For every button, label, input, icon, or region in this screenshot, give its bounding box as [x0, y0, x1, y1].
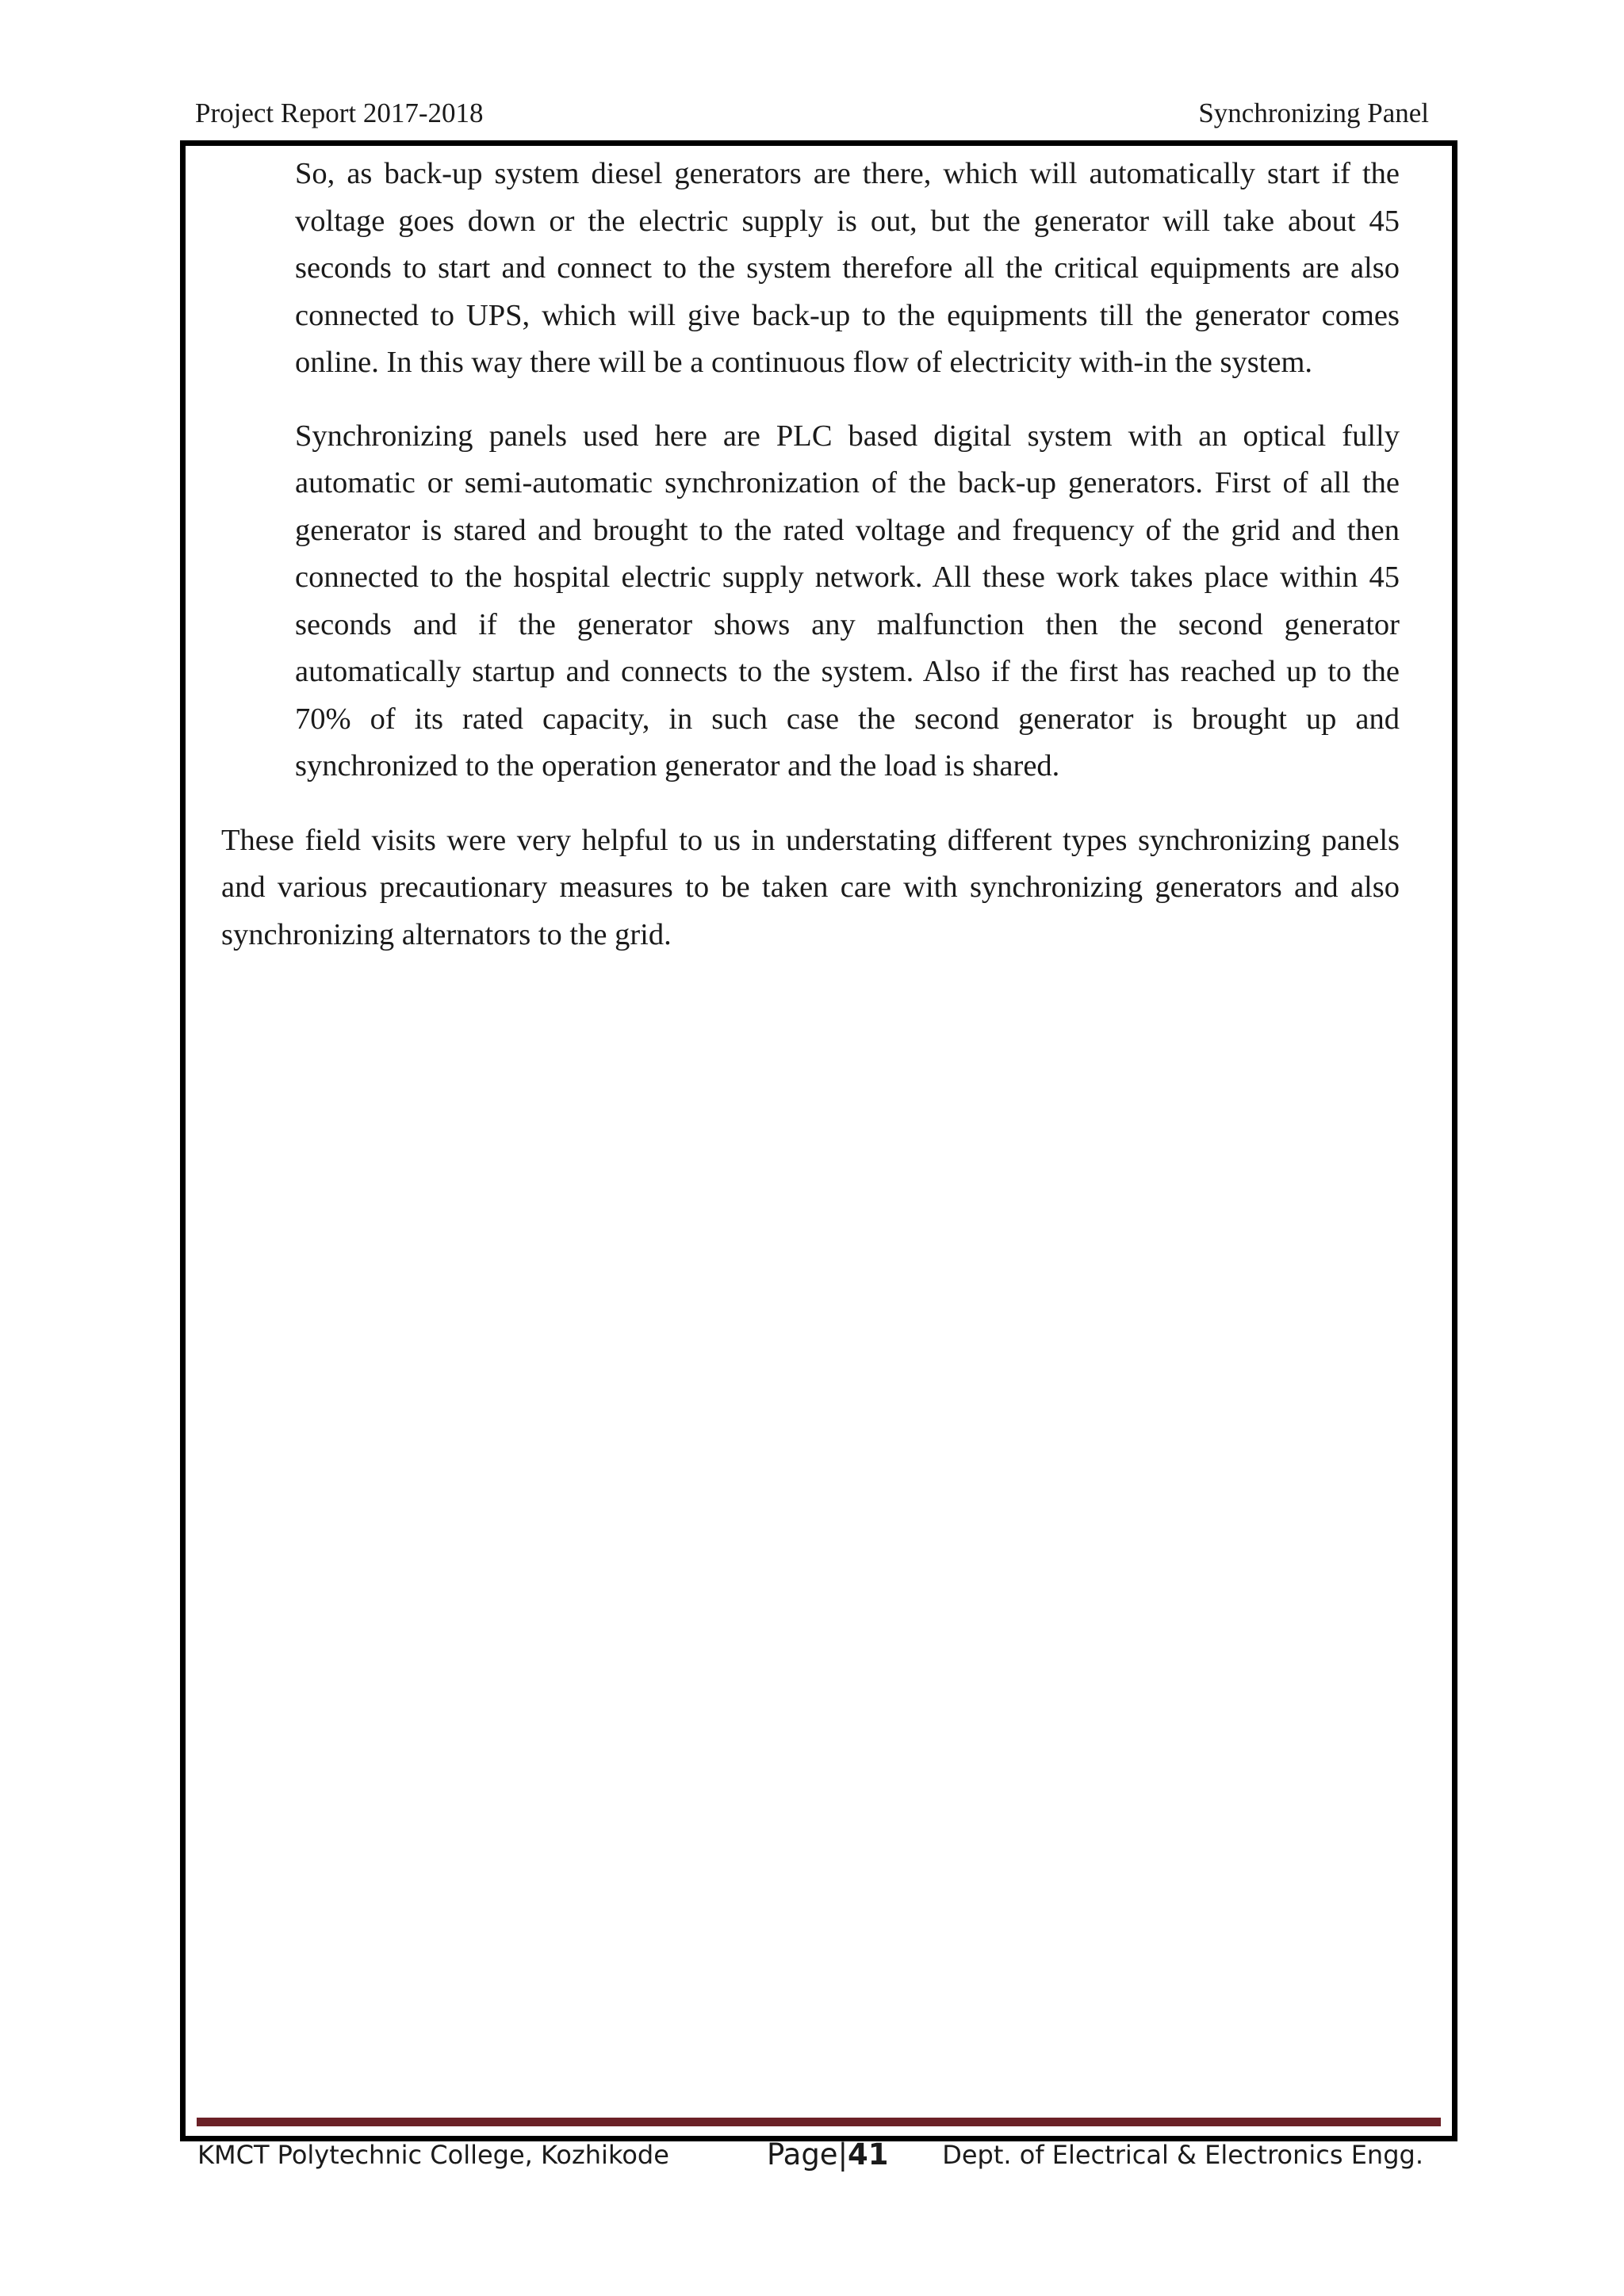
page-label: Page| [767, 2137, 848, 2172]
report-title: Project Report 2017-2018 [195, 98, 484, 128]
page-number [767, 2131, 889, 2179]
paragraph-backup-generators: So, as back-up system diesel generators are there, which will automatically start if the voltage goes down or the electric supply is out, but the generator will take about 45 seconds to start and connect to the system therefore all the critical equipments are also connected to UPS, which will give back-up to the equipments till the generator comes online. In this way there will be a continuous flow of electricity with-in the system. [295, 157, 1400, 379]
footer-rule [197, 2118, 1441, 2126]
footer-college: KMCT Polytechnic College, Kozhikode [197, 2140, 669, 2170]
page-number-value: 41 [848, 2137, 889, 2172]
page-header [195, 94, 1429, 133]
paragraph-field-visits: These field visits were very helpful to us in understating different types synchronizing panels and various precautionary measures to be taken care with synchronizing generators and also synchronizing alternators to the grid. [221, 823, 1400, 951]
page-body [0, 151, 1624, 959]
footer-department: Dept. of Electrical & Electronics Engg. [942, 2140, 1423, 2170]
chapter-title: Synchronizing Panel [1198, 98, 1429, 128]
paragraph-synchronizing-panels: Synchronizing panels used here are PLC based digital system with an optical fully automatic or semi-automatic synchronization of the back-up generators. First of all the generator is stared and brought to the rated voltage and frequency of the grid and then connected to the hospital electric supply network. All these work takes place within 45 seconds and if the generator shows any malfunction then the second generator automatically startup and connects to the system. Also if the first has reached up to the 70% of its rated capacity, in such case the second generator is brought up and synchronized to the operation generator and the load is shared. [295, 419, 1400, 783]
page-footer [0, 2131, 1624, 2179]
